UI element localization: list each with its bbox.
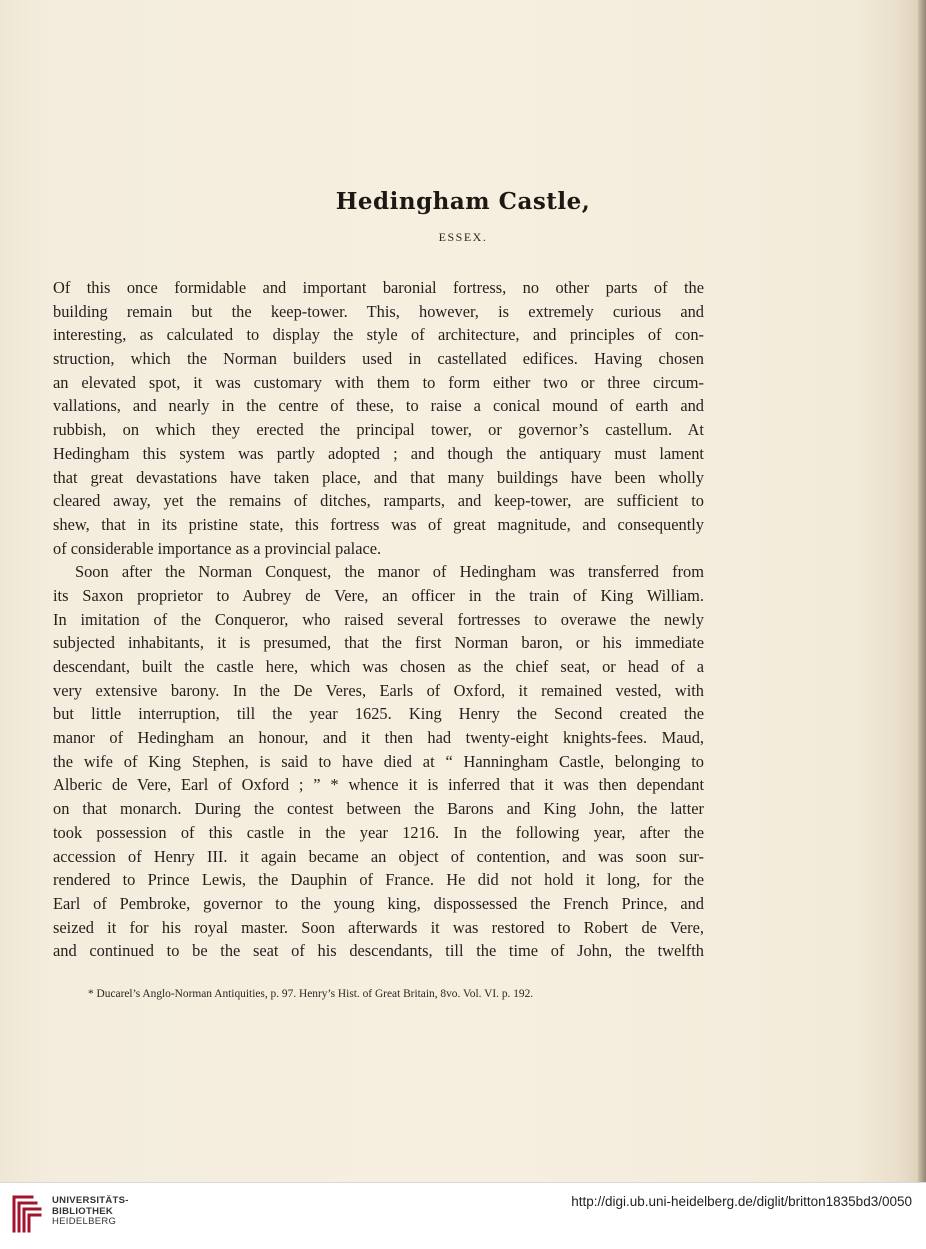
text-line: Earl of Pembroke, governor to the young king, dispossessed the French Prince, and — [53, 893, 704, 913]
text-line: very extensive barony. In the De Veres, Earls of Oxford, it remained vested, with — [53, 680, 704, 700]
text-line: manor of Hedingham an honour, and it then had twenty-eight knights-fees. Maud, — [53, 728, 704, 748]
text-line: and continued to be the seat of his descendants, till the time of John, the twelfth — [53, 941, 704, 961]
text-line: but little interruption, till the year 1625. King Henry the Second created the — [53, 704, 704, 724]
text-line: Hedingham this system was partly adopted ; and though the antiquary must lament — [53, 443, 704, 463]
library-name-line-1: UNIVERSITÄTS- — [52, 1195, 129, 1206]
text-line: Alberic de Vere, Earl of Oxford ; ” * whence it is inferred that it was then dependant — [53, 775, 704, 795]
text-line: accession of Henry III. it again became an object of contention, and was soon sur- — [53, 846, 704, 866]
library-logo-icon — [10, 1191, 44, 1235]
library-name-line-2: BIBLIOTHEK — [52, 1205, 114, 1217]
footnote: * Ducarel’s Anglo-Norman Antiquities, p. 97. Henry’s Hist. of Great Britain, 8vo. Vol. VI. p. 192. — [88, 988, 534, 1000]
library-footer — [0, 1182, 926, 1249]
text-line: shew, that in its pristine state, this fortress was of great magnitude, and consequently — [53, 514, 704, 534]
text-line: In imitation of the Conqueror, who raised several fortresses to overawe the newly — [53, 609, 704, 629]
text-line: took possession of this castle in the year 1216. In the following year, after the — [53, 822, 704, 842]
text-line: the wife of King Stephen, is said to have died at “ Hanningham Castle, belonging to — [53, 751, 704, 771]
text-line: interesting, as calculated to display the style of architecture, and principles of con- — [53, 325, 704, 345]
text-line: cleared away, yet the remains of ditches, ramparts, and keep-tower, are sufficient to — [53, 491, 704, 511]
text-line: seized it for his royal master. Soon afterwards it was restored to Robert de Vere, — [53, 917, 704, 937]
text-line: on that monarch. During the contest between the Barons and King John, the latter — [53, 799, 704, 819]
page-title: Hedingham Castle, — [335, 188, 591, 215]
text-line: building remain but the keep-tower. This, however, is extremely curious and — [53, 301, 704, 321]
text-line: subjected inhabitants, it is presumed, that the first Norman baron, or his immediate — [53, 633, 704, 653]
text-line: struction, which the Norman builders used in castellated edifices. Having chosen — [53, 349, 704, 369]
text-line: Soon after the Norman Conquest, the manor of Hedingham was transferred from — [75, 562, 704, 582]
body-text — [53, 276, 704, 963]
text-line: of considerable importance as a provincial palace. — [53, 538, 382, 558]
text-line: rubbish, on which they erected the principal tower, or governor’s castellum. At — [53, 420, 704, 440]
page-subtitle: ESSEX. — [438, 230, 488, 244]
text-line: rendered to Prince Lewis, the Dauphin of France. He did not hold it long, for the — [53, 870, 704, 890]
permalink-url[interactable]: http://digi.ub.uni-heidelberg.de/diglit/britton1835bd3/0050 — [571, 1194, 912, 1209]
library-name — [52, 1196, 129, 1228]
text-line: an elevated spot, it was customary with them to form either two or three circum- — [53, 372, 704, 392]
text-line: that great devastations have taken place, and that many buildings have been wholly — [53, 467, 704, 487]
text-line: its Saxon proprietor to Aubrey de Vere, an officer in the train of King William. — [53, 585, 704, 605]
text-line: Of this once formidable and important baronial fortress, no other parts of the — [53, 278, 704, 297]
text-line: vallations, and nearly in the centre of these, to raise a conical mound of earth and — [53, 396, 704, 416]
text-line: descendant, built the castle here, which was chosen as the chief seat, or head of a — [53, 657, 704, 676]
library-name-line-3: HEIDELBERG — [52, 1216, 117, 1227]
